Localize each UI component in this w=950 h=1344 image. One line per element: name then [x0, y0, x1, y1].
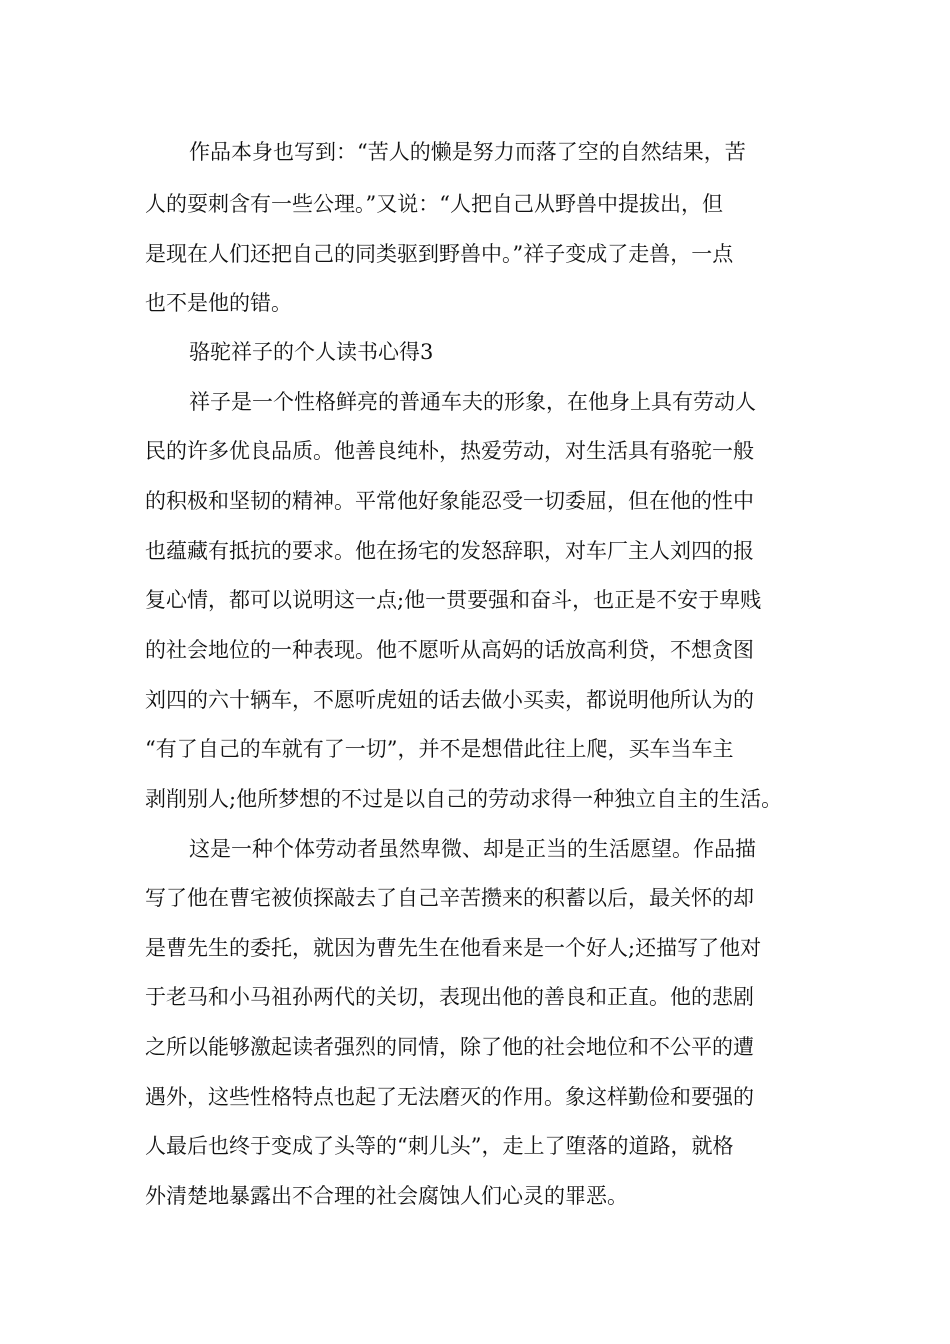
section-heading: 骆驼祥子的个人读书心得3 — [189, 340, 434, 364]
paragraph-line: 遇外，这些性格特点也起了无法磨灭的作用。象这样勤俭和要强的 — [145, 1085, 754, 1109]
paragraph-line: 的社会地位的一种表现。他不愿听从高妈的话放高利贷，不想贪图 — [145, 638, 754, 662]
paragraph-line: 是现在人们还把自己的同类驱到野兽中。”祥子变成了走兽，一点 — [145, 242, 734, 266]
paragraph-line: 之所以能够激起读者强烈的同情，除了他的社会地位和不公平的遭 — [145, 1035, 754, 1059]
paragraph-line: 写了他在曹宅被侦探敲去了自己辛苦攒来的积蓄以后，最关怀的却 — [145, 886, 754, 910]
paragraph-line: 外清楚地暴露出不合理的社会腐蚀人们心灵的罪恶。 — [145, 1184, 628, 1208]
paragraph-line: 剥削别人;他所梦想的不过是以自己的劳动求得一种独立自主的生活。 — [145, 787, 783, 811]
paragraph-line: 于老马和小马祖孙两代的关切，表现出他的善良和正直。他的悲剧 — [145, 985, 754, 1009]
paragraph-line: 人最后也终于变成了头等的“刺儿头”，走上了堕落的道路，就格 — [145, 1134, 734, 1158]
paragraph-line: 的积极和坚韧的精神。平常他好象能忍受一切委屈，但在他的性中 — [145, 489, 754, 513]
paragraph-line: 这是一种个体劳动者虽然卑微、却是正当的生活愿望。作品描 — [189, 837, 756, 861]
paragraph-line: “有了自己的车就有了一切”，并不是想借此往上爬，买车当车主 — [145, 737, 734, 761]
paragraph-line: 民的许多优良品质。他善良纯朴，热爱劳动，对生活具有骆驼一般 — [145, 439, 754, 463]
paragraph-line: 也不是他的错。 — [145, 291, 292, 315]
paragraph-line: 复心情，都可以说明这一点;他一贯要强和奋斗，也正是不安于卑贱 — [145, 588, 762, 612]
paragraph-line: 作品本身也写到：“苦人的懒是努力而落了空的自然结果，苦 — [189, 140, 746, 164]
paragraph-line: 祥子是一个性格鲜亮的普通车夫的形象，在他身上具有劳动人 — [189, 390, 756, 414]
paragraph-line: 也蕴藏有抵抗的要求。他在扬宅的发怒辞职，对车厂主人刘四的报 — [145, 539, 754, 563]
paragraph-line: 是曹先生的委托，就因为曹先生在他看来是一个好人;还描写了他对 — [145, 936, 762, 960]
paragraph-line: 刘四的六十辆车，不愿听虎妞的话去做小买卖，都说明他所认为的 — [145, 688, 754, 712]
paragraph-line: 人的耍刺含有一些公理。”又说：“人把自己从野兽中提拔出，但 — [145, 192, 723, 216]
